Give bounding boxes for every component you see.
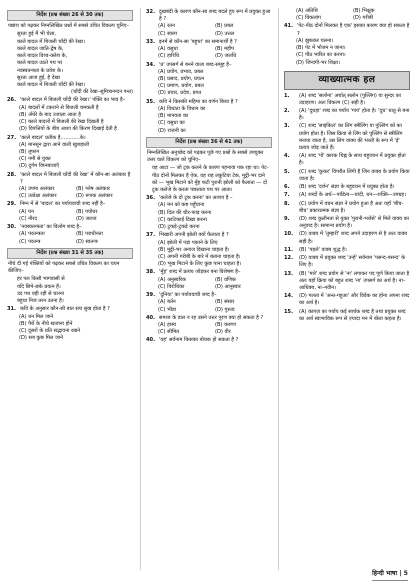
answer-number: 2. [284,107,290,114]
option[interactable]: (B) पैरों के नीचे खजाना होने [19,320,73,327]
answer-item [284,123,410,152]
option[interactable]: (B) पेट में भोजन न जाना। [296,45,346,52]
question [146,39,272,46]
question-text: 'वह' सर्वनाम किसका बोधक हो सकता है ? [159,337,239,344]
options [146,240,272,269]
question [146,99,272,106]
option[interactable]: (B) मुट्ठी-भर अनाज दिखाना चाहता है। [158,246,230,253]
question-text: समाज के डाल न रह उसने उत्तर पूरण क्या हो सकता है ? [159,314,264,321]
option[interactable]: (A) अतिथि [296,8,318,14]
option[interactable]: (B) प्रबल [215,23,234,30]
question-number: 41. [284,23,294,30]
answer-text: (D) वाक्य में प्रयुक्त शब्द 'उन्हें' सर्वनाम 'पसन्द-पसन्द' के लिए है। [299,255,406,269]
verse-line: यदि छिपे-छके प्रयत्न हैं। [17,283,61,290]
answer-text: (A) शब्द 'पो' कारक चिह्न के साथ बहुवचन में प्रयुक्त होता है। [299,153,406,167]
question-number: 30. [7,224,17,231]
question-number: 32. [146,9,156,15]
option[interactable]: (D) दुर्गम विघ्नबाधाएँ [19,163,60,170]
question-number: 27. [7,134,17,141]
option[interactable]: (C) उत्प्रेक्षा अलंकार [19,193,57,200]
instruction-text: निम्नलिखित अनुच्छेद को पढ़कर पूछे गए प्रश्नों के सबसे उपयुक्त उत्तर वाले विकल्प को चुनिए– [147,149,264,164]
option[interactable]: (A) रतन [158,23,175,30]
option[interactable]: (D) भूख मिटाने के लिए कुछ पाना चाहता है। [158,261,242,268]
option[interactable]: (C) विकलांग [296,15,321,22]
option[interactable]: (D) रूपक अलंकार [76,193,113,200]
answer-item [284,169,410,183]
question-number: 29. [7,201,17,208]
option[interactable]: (D) विपत्तियों के बीच आशा की किरण दिखाई देती है [19,126,117,133]
question-text: 'नवस्वतन्त्रता' का विलोम शब्द है– [20,224,82,231]
answer-number: 9. [284,216,290,223]
option[interactable]: (C) नमी से युक्त [19,156,51,163]
options [7,231,133,245]
options [7,314,133,343]
answer-item [284,231,410,245]
option[interactable]: (C) विरोधिका [158,283,185,290]
option[interactable]: (C) पीठ भारित का करना। [296,52,346,59]
question [7,306,133,313]
question [7,201,133,208]
question-number: 26. [7,97,17,104]
option[interactable]: (B) वणिक [215,276,236,283]
question [7,97,133,104]
options [7,209,133,223]
option[interactable]: (D) गरीबी [353,15,374,22]
verse-line: काले बादल में बिजली चाँदी की रेखा। [17,81,85,88]
question [7,172,133,186]
option[interactable]: (D) प्रचार, प्रदेश, प्रगत [158,90,202,97]
option[interactable]: (C) काटिकाई दिखा करना [158,216,207,223]
options [146,46,272,60]
option[interactable]: (D) जलधि [215,53,237,60]
options [146,299,272,313]
question-number: 28. [7,171,17,178]
answer-item [284,271,410,293]
instruction-text: पद्यांश को पढ़कर निम्नलिखित प्रश्नों में सबसे उचित विकल्प चुनिए– [8,23,130,30]
option[interactable]: (C) नीरद [19,215,38,222]
verse-line: हर पल किसी भागवासी से [17,276,65,283]
option[interactable]: (A) हास्य [158,321,177,328]
option[interactable]: (D) जलज [76,215,97,222]
options [7,142,133,171]
option[interactable]: (B) पयोधर [76,208,98,215]
option[interactable]: (C) अपनी गरीबी के बारे में बताना चाहता है। [158,254,241,260]
question-text: 'काले बादल' प्रतीक है............के। [20,134,86,141]
option[interactable]: (A) उपमा अलंकार [19,186,55,193]
option[interactable]: (C) भीडा [158,306,177,313]
option[interactable]: (B) करुणा [215,321,237,328]
option[interactable]: (B) पराधीनता [76,231,103,238]
answer-text: (A) शब्दों के अर्थ—पांडित्य—चांदी, धन—शक्ति—उपग्रह। [299,192,407,199]
question-text: भिखारी अपनी झोली क्यों फैलाता है ? [159,232,229,239]
column-left [7,8,133,342]
answer-number: 6. [284,184,290,191]
question-text: निम्न में से 'बादल' का पर्यायवाची शब्द नहीं है– [20,201,106,208]
question-text: 'मुँह' शब्द में प्रत्यय जोड़कर बना विशेषण है– [159,269,241,276]
option[interactable]: (B) दिल की चीर-फाड़ करना [158,209,212,216]
option[interactable]: (A) धन मिल जाने [19,313,54,320]
option[interactable]: (A) मानसून द्वारा आने वाली खुशहाली [19,141,90,148]
answer-number: 13. [284,270,294,277]
verse-line: काले बादल जाति-द्वेष के, [17,45,64,52]
page-footer: हिन्दी भाषा | 5 [372,570,408,581]
question-number: 36. [146,195,156,202]
option[interactable]: (C) परतन्त्र [19,238,41,245]
instruction-text: नीचे दी गई पंक्तियों को पढ़कर सबसे उचित विकल्प का चयन कीजिए– [8,261,120,275]
options [146,202,272,231]
question [146,62,272,69]
column-divider [278,8,279,570]
answer-item [284,93,410,107]
option[interactable]: (D) उत्तल [215,30,235,37]
question-text: कवि के अनुसार कौन-सी बात सच सुख होता है ? [20,306,110,313]
answer-item [284,247,410,254]
option[interactable]: (A) अनुस्वरिक [158,276,186,283]
answer-number: 11. [284,246,294,253]
options [284,8,410,22]
question-text: 'प्र' उपसर्ग से बनने वाला शब्द-समूह है– [159,61,232,68]
verse-line: नवस्वतन्त्रता के प्रवेश के। [17,67,63,74]
options [7,186,133,200]
option[interactable]: (A) घन [19,208,34,215]
answer-number: 7. [284,192,290,199]
answer-number: 3. [284,123,290,130]
question [7,224,133,231]
question [146,269,272,276]
option[interactable]: (B) मानवता का [158,113,189,120]
verse-line: (चाँदी की रेखा–सुमित्रानन्दन पन्त) [71,89,133,96]
option[interactable]: (D) स्वतन्त्र [76,238,98,245]
answer-text: (A) काग़ज़ का पर्याय कई सार्थक शब्द है तथा प्रयुक्त शब्द का अर्थ स्वाभाविक रूप से ज़्यादा मन में बोला कहता है। [299,308,406,322]
answer-item [284,293,410,307]
question [146,232,272,239]
option[interactable]: (C) प्रमाण, प्रयोग, प्रबल [158,83,204,90]
option[interactable]: (A) परतन्त्रता [19,231,45,238]
answer-text: (C) प्रयोग में वचन संज्ञा ने प्रयोग हुआ है अतः यहाँ 'बीच-बीच' प्रकारात्मक संज्ञा है। [299,200,404,214]
options [146,322,272,336]
question-number: 40. [146,337,156,344]
answer-text: (C) शब्द 'कुकर' विपरीत लिंगी है जिन वाक्य के प्रयोग किया जाता है। [299,168,410,182]
answer-item [284,108,410,122]
answer-item [284,184,410,191]
question-text: दुखबंदी के कारण कौन-सा शब्द बदले हुए रूप में प्रयुक्त हुआ है ? [159,9,271,23]
question-number: 35. [146,98,156,105]
option[interactable]: (D) आनुस्वार [215,283,241,290]
column-middle [146,8,272,345]
option[interactable]: (B) प्रसाद, प्रयोग, प्रयत्न [158,75,205,82]
answer-text: (B) 'मारे' शब्द प्रयोग से 'ना' लगाकर पद पूर्ण किया जाता है अतः यहाँ क्रिया को बहुत शब्द 'ना' उपसर्ग का अर्थ है। ना–आधिक्य, ना–नवीन। [299,270,410,291]
option[interactable]: (B) महीप [215,46,235,53]
answer-text: (A) 'दुधहा' शब्द का पर्याय 'गाय' होता है। 'दुध' धातु से बना है। [299,107,410,122]
option[interactable]: (B) भिक्षुक [353,8,375,14]
answer-text: (B) 'पहले' वाक्य शुद्ध है। [299,246,347,253]
answer-item [284,309,410,323]
question-number: 39. [146,292,156,299]
answer-text: (B) शब्द 'दर्शन' संज्ञा के बहुवचन में प्रयुक्त होता है। [299,184,395,191]
answers-banner: व्याख्यात्मक हल [284,71,410,90]
question-number: 37. [146,232,156,239]
option[interactable]: (A) विधाता के विधान का [158,105,206,112]
answer-item [284,216,410,230]
question [146,315,272,322]
passage-text: वह आटा — जो ट्रक कलने के कारण पहनाया पक रहा था। पेट-पीठ दोनों मिलकर है ऐक, वह राह लकुटिया टेक, मुट्ठी-भर दाने को — भूख मिटाने को मुँह फटी पुरानी झोली को फैलाता — दो टूक कलेजे के करता पछताता पथ पर आता। [152,165,269,194]
option[interactable]: (A) बादलों में टकराने से बिजली चमकती है [19,104,99,111]
question-text: इनमें से कौन-सा 'बहुधा' का समानार्थी है ? [159,38,237,45]
question-text: 'काले बादल में बिजली चाँदी की रेखा' में कौन-सा अलंकार है ? [20,171,131,185]
option[interactable]: (B) अँधेरे के बाद उजाला आता है [19,111,81,118]
verse-line: बहुधा निज तरन उतना है। [17,298,64,305]
options [146,23,272,37]
answer-item [284,201,410,215]
option[interactable]: (C) वसुधा का [158,120,185,127]
option[interactable]: (C) स्वल्प [158,30,178,37]
column-right [284,8,410,323]
option[interactable]: (A) झुककर चलना। [296,37,334,44]
answer-text: (A) शब्द 'सलोना' अर्थात् सलोन (पुल्लिंग) या सुन्दर का उदाहरण। अतः विकल्प (C) सही है। [299,92,401,106]
question-text: 'दुनिया' का पर्यायवाची शब्द है– [159,292,217,299]
answer-text: (D) वाक्य में 'तुम्हारी' शब्द अपने उदाहरण से है अतः वाक्य सही है। [299,231,408,245]
answer-text: (C) शब्द 'साइकिल' का लिंग स्त्रीलिंग या पुल्लिंग को का प्रयोग होता है। जिस क्रिया से लिंग को पुल्लिंग से स्त्रीलिंग बनाया जाता है, उस लिंग वाक्य की भरती के रूप में 'ई' प्रत्यय जोड़ जाते हैं। [299,123,403,152]
question-number: 33. [146,38,156,45]
poem-verse [7,31,133,96]
option[interactable]: (B) संसार [215,299,235,306]
answer-number: 14. [284,293,294,300]
question-text: 'काले बादल में बिजली चाँदी की रेखा।' पंक्ति का भाव है– [20,97,126,104]
option[interactable]: (A) वसुधा [158,46,178,53]
option[interactable]: (C) काले बादलों में बिजली की रेखा दिखती है [19,119,104,126]
options [7,105,133,134]
options [146,69,272,98]
option[interactable]: (A) बर्तन [158,299,176,306]
option[interactable]: (C) सीमित [158,329,180,336]
question [7,135,133,142]
question-number: 38. [146,269,156,276]
question-number: 40. [146,314,156,321]
option[interactable]: (B) श्लेष अलंकार [76,186,110,193]
answer-text: (D) गलता में 'अन्त-गहुआ' और विवेक का होना अपना शब्द का अर्थ है। [299,293,410,307]
option[interactable]: (A) प्रयोग, प्रभाव, प्रबल [158,68,204,75]
question-number: 31. [7,306,17,313]
question [284,23,410,37]
column-divider [140,8,141,570]
answer-number: 4. [284,153,290,160]
answer-item [284,192,410,199]
options [146,106,272,135]
verse-line: उद पथ वही रही से चलना [17,290,64,297]
option[interactable]: (A) मन को कष्ट पहुँचाना [158,202,205,209]
answer-number: 12. [284,255,294,262]
option[interactable]: (D) राजनी का [158,127,186,134]
option[interactable]: (D) गुरुत्व [215,306,235,313]
option[interactable]: (B) तूफान [19,148,40,155]
answer-number: 1. [284,92,290,99]
section-header: निर्देश (प्रश्न संख्या 26 से 30 तक) [7,10,133,21]
option[interactable]: (D) टुकड़े-टुकड़े करना [158,224,200,231]
section-header: निर्देश (प्रश्न संख्या 36 से 41 तक) [146,137,272,148]
answer-text: (D) शब्द कुलीनता से युक्त 'पुरानी-भरोसे' से मिले वाक्य का अनुवाद है। सामान्य प्रयोग है। [299,216,409,230]
answer-item [284,255,410,269]
section-header: निर्देश (प्रश्न संख्या 31 से 35 तक) [7,248,133,259]
options [146,277,272,291]
option[interactable]: (D) जिन्दगी-भर शिक्षा। [296,59,340,66]
option[interactable]: (C) दूसरों के प्रति सद्भावना रखने [19,327,81,334]
option[interactable]: (D) वीर [215,329,231,336]
question-number: 34. [146,61,156,68]
answer-number: 15. [284,308,294,315]
answer-number: 8. [284,200,290,207]
verse-line: काले बादल विश्व-क्लेश के, [17,53,68,60]
options [284,38,410,67]
question-text: 'पेट-पीठ दोनों मिलकर है एक' इसका कारण क्या हो सकता है ? [297,23,410,37]
verse-line: काले बादल में बिजली चाँदी की रेखा। [17,38,85,45]
answer-number: 5. [284,168,290,175]
question-text: 'कलेजे के दो टूक करना' का आशय है – [159,195,233,202]
question-text: कवि ने किसकी महिमा का वर्णन किया है ? [159,98,238,105]
answer-item [284,153,410,167]
option[interactable]: (C) हारिधि [158,53,180,60]
answer-number: 10. [284,231,294,238]
verse-line: सुरता हुई मैं भी चेला, [17,31,57,38]
option[interactable]: (D) सब कुछ मिल जाने [19,335,63,342]
question [146,9,272,23]
verse-line: काले बादल उठते पथ पर [17,60,63,67]
verse-line: सुरता आज हुई, है देखा [17,74,60,81]
option[interactable]: (A) झोली में पड़ा पकाने के लिए [158,239,218,246]
question [146,337,272,344]
poem-verse [7,276,133,305]
